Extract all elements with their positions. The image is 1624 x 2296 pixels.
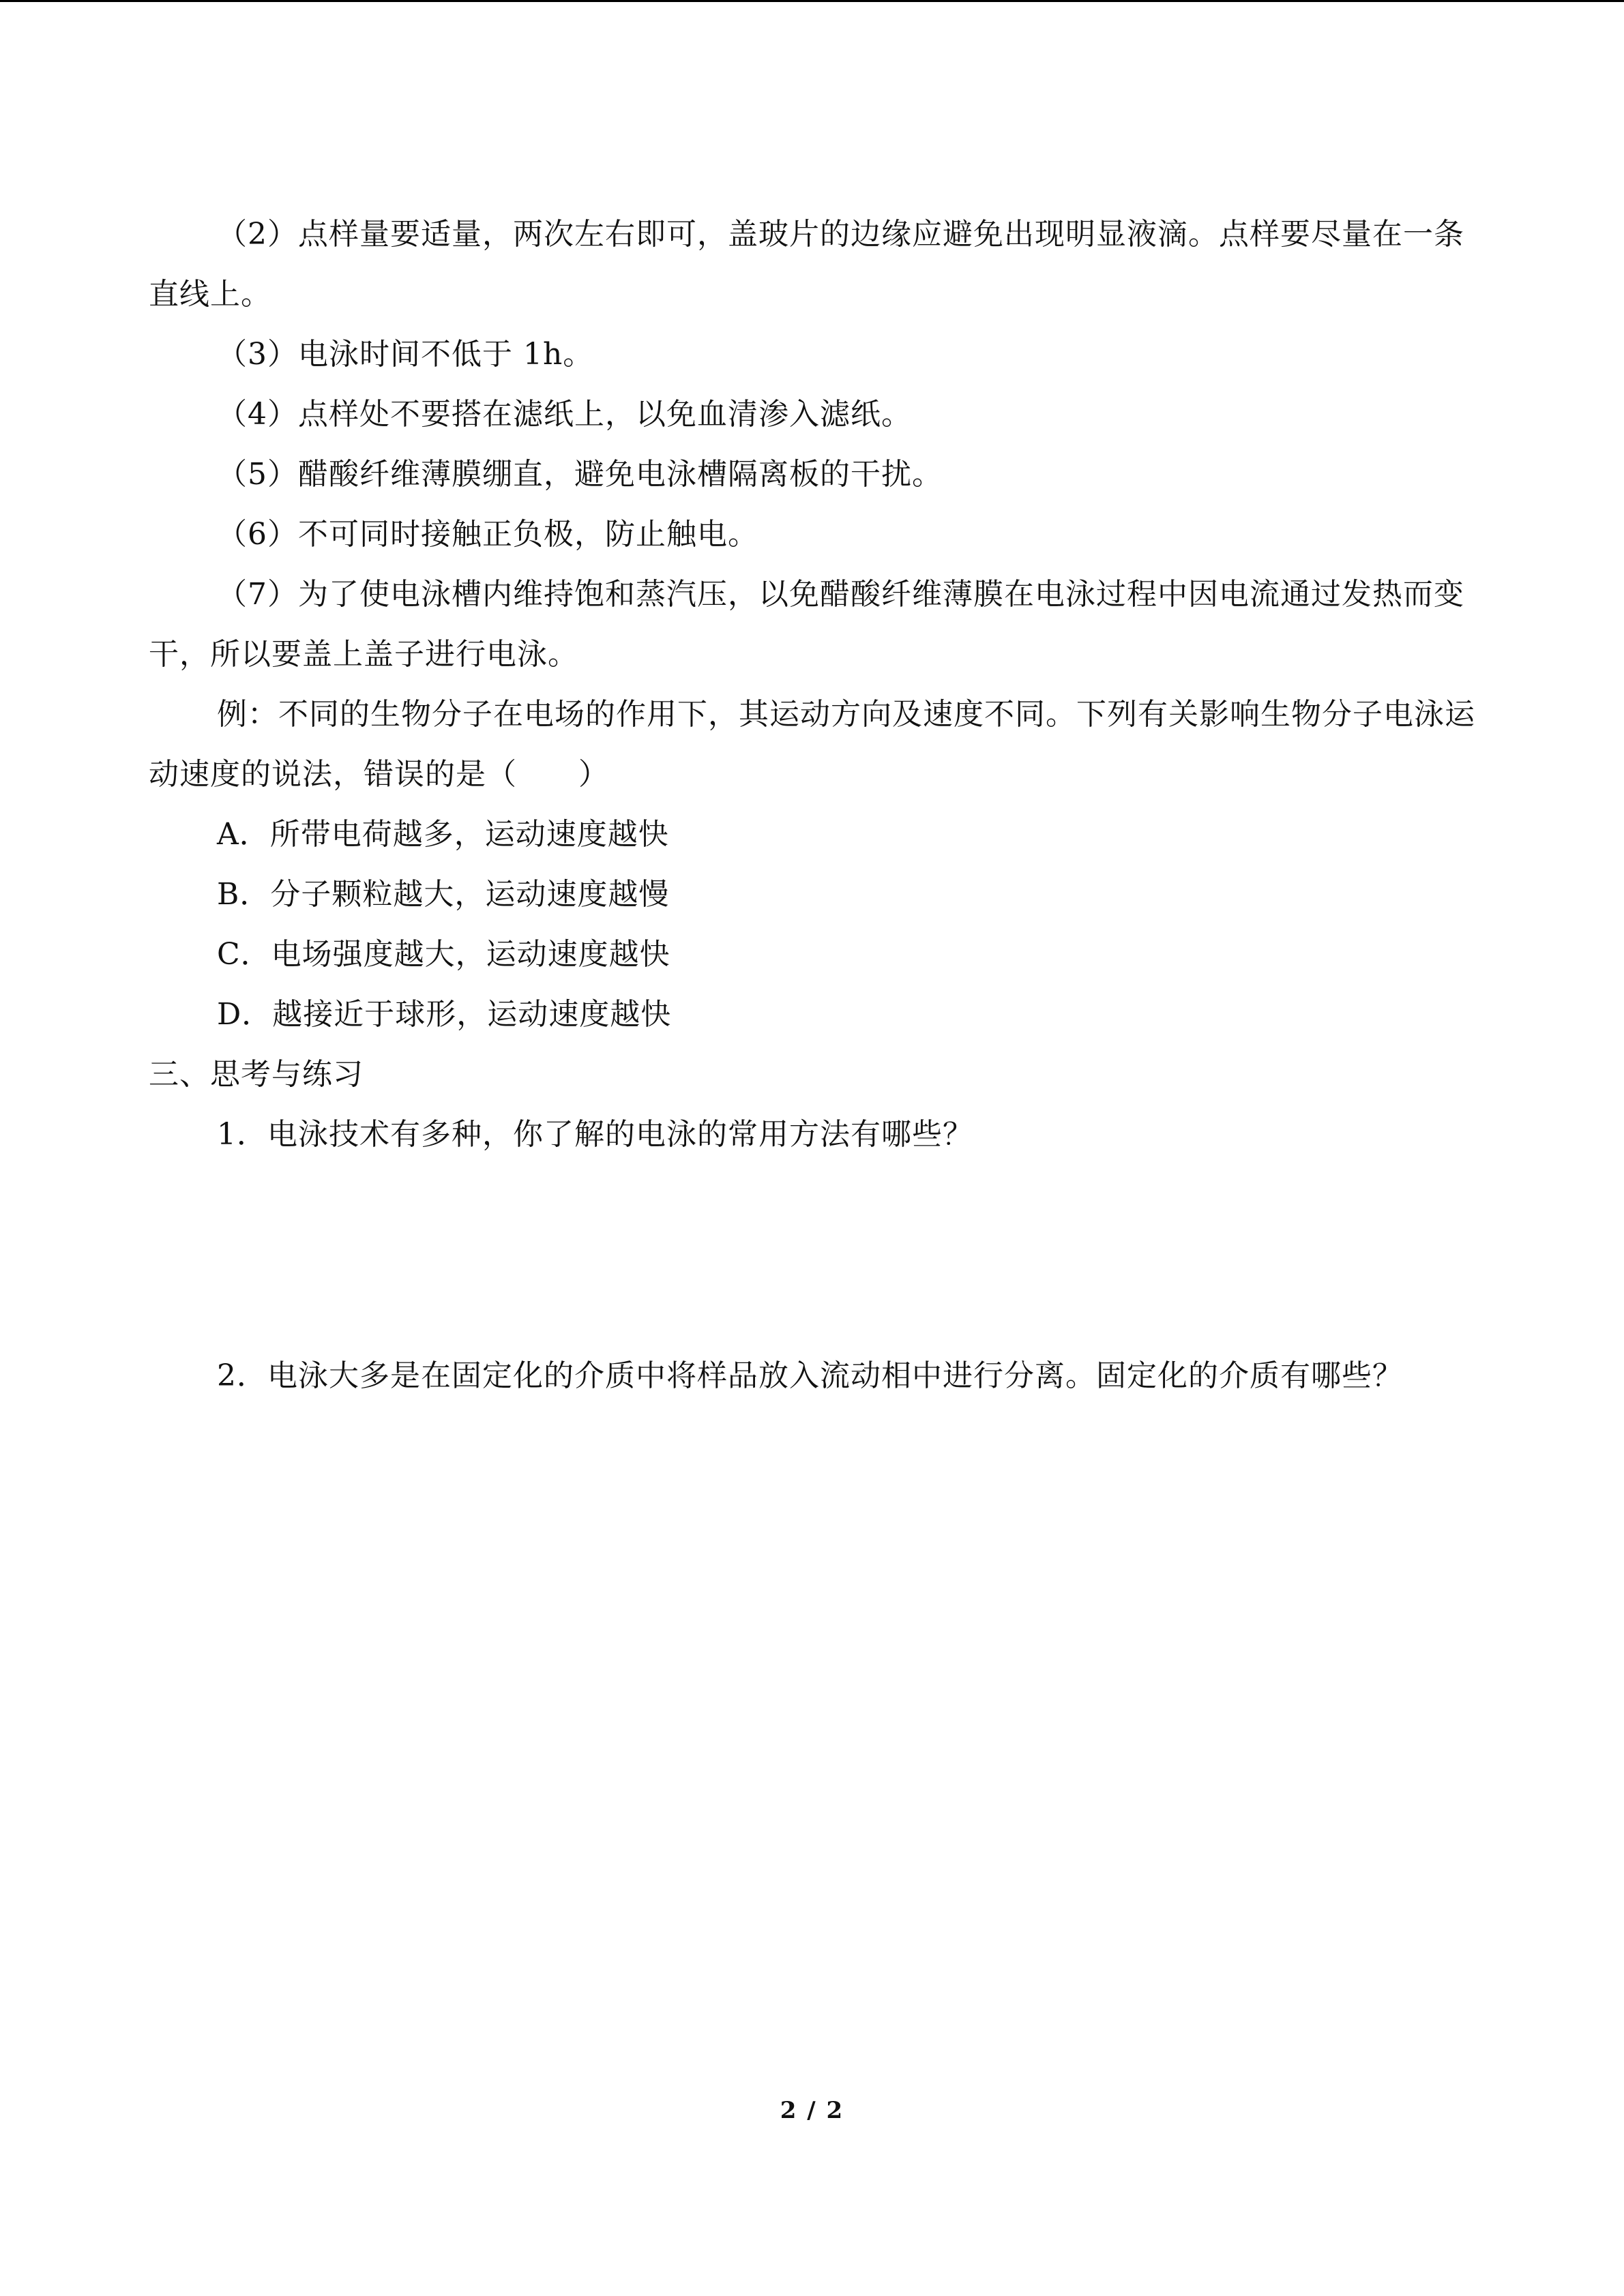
note-4: （4）点样处不要搭在滤纸上，以免血清渗入滤纸。 <box>217 397 912 432</box>
note-2: （2）点样量要适量，两次左右即可，盖玻片的边缘应避免出现明显液滴。点样要尽量在一条直线上。 <box>149 217 1464 312</box>
example-option-b: B．分子颗粒越大，运动速度越慢 <box>217 877 670 912</box>
note-5: （5）醋酸纤维薄膜绷直，避免电泳槽隔离板的干扰。 <box>217 457 943 492</box>
document-body <box>149 205 1479 1406</box>
section-heading: 三、思考与练习 <box>149 1057 364 1092</box>
page-number: 2 / 2 <box>780 2097 844 2124</box>
example-option-d: D．越接近于球形，运动速度越快 <box>217 997 672 1032</box>
example-stem: 例：不同的生物分子在电场的作用下，其运动方向及速度不同。下列有关影响生物分子电泳运动速度的说法，错误的是（ ） <box>149 697 1475 792</box>
example-option-c: C．电场强度越大，运动速度越快 <box>217 937 670 972</box>
note-6: （6）不可同时接触正负极，防止触电。 <box>217 517 758 552</box>
note-7: （7）为了使电泳槽内维持饱和蒸汽压，以免醋酸纤维薄膜在电泳过程中因电流通过发热而变干，所以要盖上盖子进行电泳。 <box>149 577 1464 672</box>
exercise-question-1: 1．电泳技术有多种，你了解的电泳的常用方法有哪些？ <box>217 1117 973 1152</box>
exercise-question-2: 2．电泳大多是在固定化的介质中将样品放入流动相中进行分离。固定化的介质有哪些？ <box>217 1358 1403 1393</box>
answer-space-1 <box>149 1165 1479 1346</box>
top-border-rule <box>0 0 1624 2</box>
example-option-a: A．所带电荷越多，运动速度越快 <box>217 817 669 852</box>
note-3: （3）电泳时间不低于 1h。 <box>217 337 594 372</box>
